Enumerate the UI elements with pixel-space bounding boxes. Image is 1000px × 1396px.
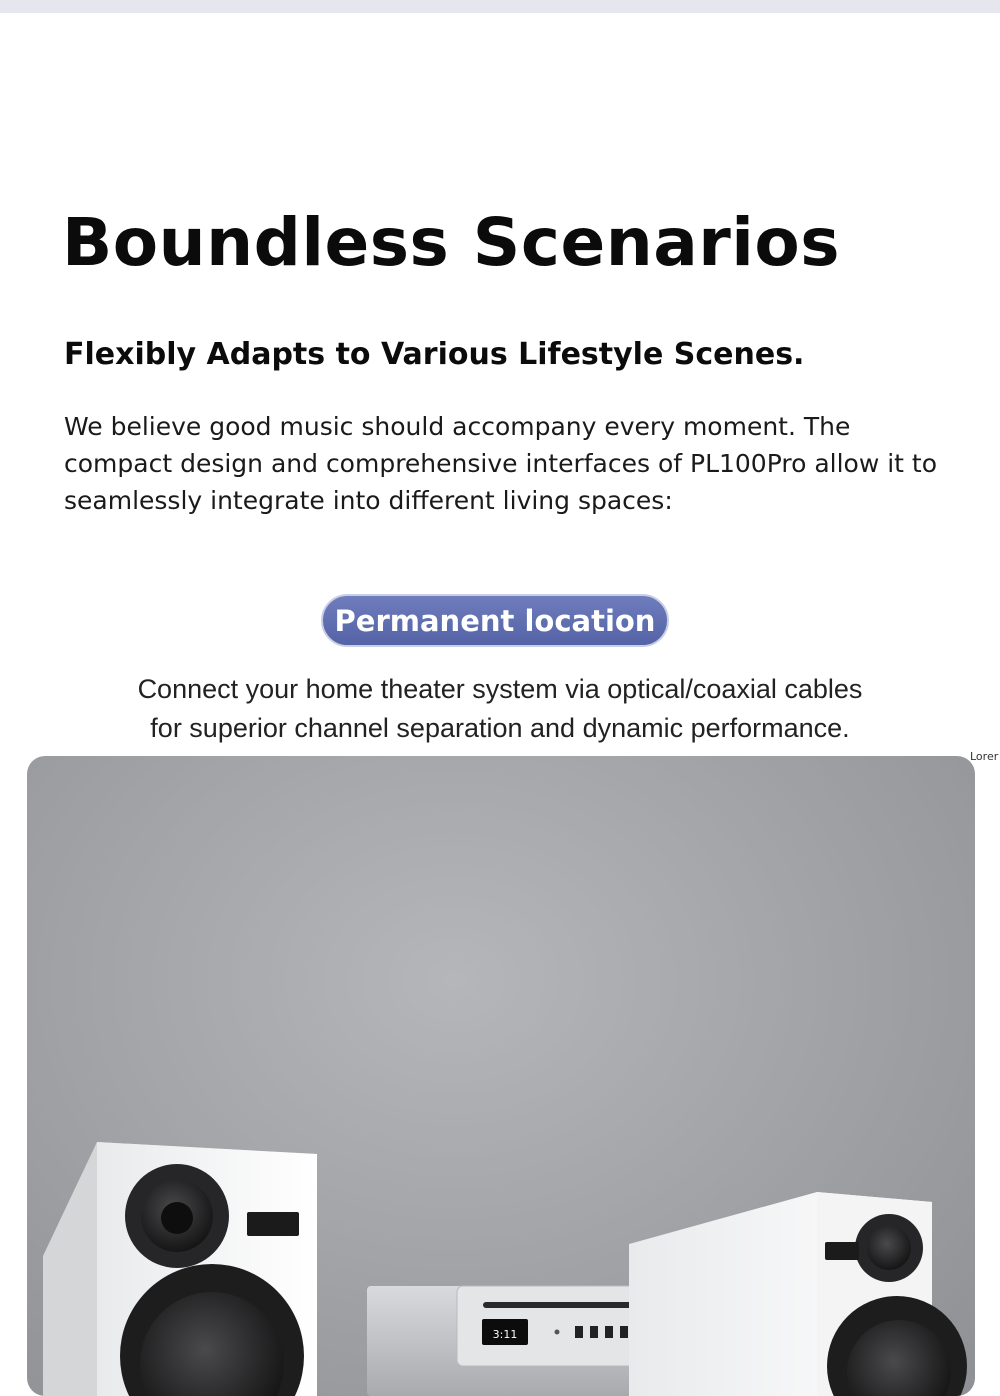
scenario-tab-permanent-location[interactable]: Permanent location	[321, 594, 669, 647]
speaker-setup-illustration	[27, 756, 975, 1396]
section-subtitle: Flexibly Adapts to Various Lifestyle Scenes.	[64, 337, 805, 372]
scenario-description-line-2: for superior channel separation and dynamic performance.	[150, 713, 850, 743]
product-photo	[27, 756, 975, 1396]
amp-display-time: 3:11	[492, 1328, 518, 1341]
scenario-description-line-1: Connect your home theater system via optical/coaxial cables	[137, 674, 863, 704]
scenario-description	[60, 670, 940, 748]
top-strip	[0, 0, 1000, 13]
side-label: Lorer	[970, 750, 999, 763]
right-speaker	[629, 1192, 967, 1396]
intro-paragraph: We believe good music should accompany every moment. The compact design and comprehensive interfaces of PL100Pro allow it to seamlessly integrate into different living spaces:	[64, 412, 938, 515]
page-title: Boundless Scenarios	[62, 204, 841, 281]
left-speaker	[43, 1142, 317, 1396]
